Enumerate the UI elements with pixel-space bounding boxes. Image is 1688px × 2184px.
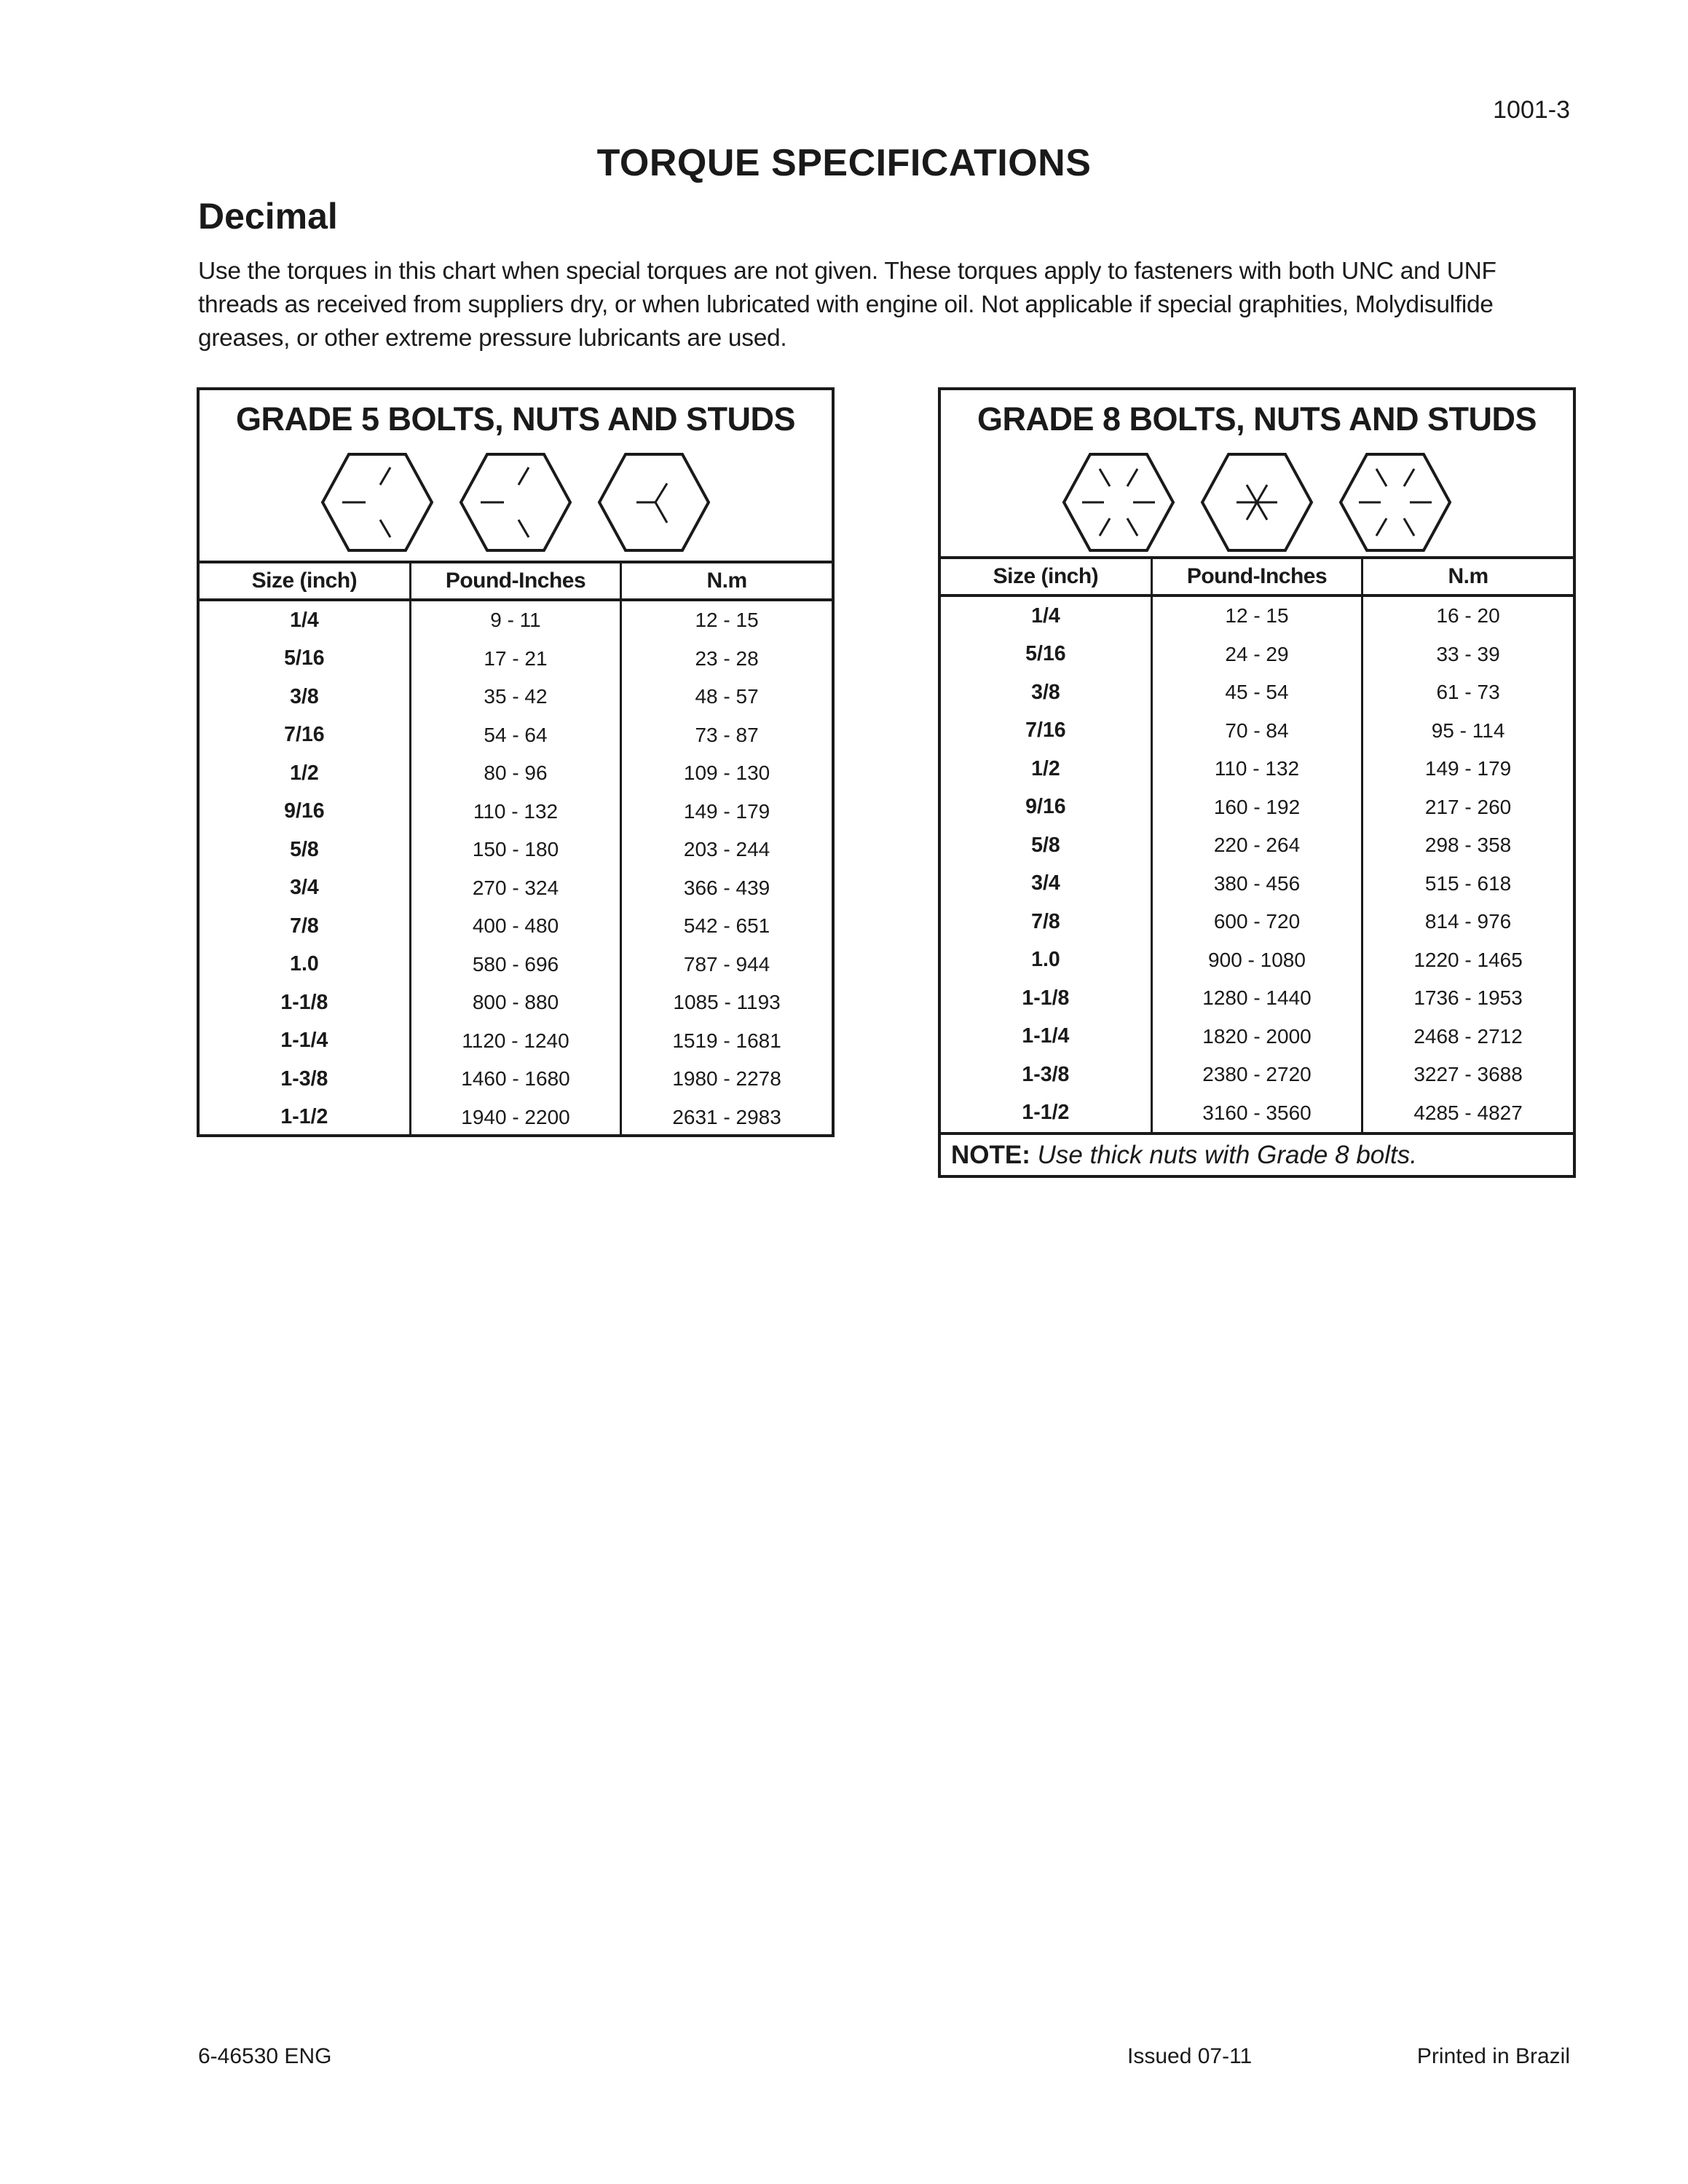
size-cell: 7/16 [1025, 719, 1066, 743]
section-heading: Decimal [198, 196, 338, 237]
size-cell: 1-1/2 [280, 1105, 328, 1129]
size-cell: 5/8 [1031, 833, 1060, 857]
nm-cell: 1736 - 1953 [1362, 979, 1573, 1018]
table-row [941, 596, 1573, 636]
pound-inches-cell: 1820 - 2000 [1151, 1018, 1362, 1056]
footer-doc-number: 6-46530 ENG [198, 2044, 332, 2068]
nm-cell: 1085 - 1193 [621, 984, 832, 1022]
table-row [200, 946, 832, 984]
nm-cell: 1519 - 1681 [621, 1022, 832, 1061]
table-row [941, 1056, 1573, 1094]
column-header-pound-inches: Pound-Inches [410, 563, 620, 600]
pound-inches-cell: 800 - 880 [410, 984, 620, 1022]
nm-cell: 48 - 57 [621, 678, 832, 716]
note-text: Use thick nuts with Grade 8 bolts. [1037, 1141, 1417, 1169]
note-cell [941, 1133, 1573, 1176]
table-header-row [941, 559, 1573, 596]
nm-cell: 2468 - 2712 [1362, 1018, 1573, 1056]
nm-cell: 298 - 358 [1362, 826, 1573, 865]
pound-inches-cell: 600 - 720 [1151, 903, 1362, 941]
size-cell: 1-1/8 [280, 990, 328, 1014]
grade5-head-markings [200, 451, 832, 553]
table-row [941, 865, 1573, 903]
pound-inches-cell: 400 - 480 [410, 907, 620, 946]
note-label: NOTE: [951, 1141, 1030, 1169]
column-header-size: Size (inch) [200, 563, 410, 600]
table-row [200, 907, 832, 946]
grade8-torque-table [941, 559, 1573, 1176]
pound-inches-cell: 270 - 324 [410, 869, 620, 908]
column-header-nm: N.m [621, 563, 832, 600]
table-row [200, 678, 832, 716]
table-row [941, 903, 1573, 941]
grade5-torque-panel [197, 387, 835, 1137]
grade8-hex-marking-icon [1338, 451, 1452, 553]
pound-inches-cell: 3160 - 3560 [1151, 1094, 1362, 1134]
pound-inches-cell: 1460 - 1680 [410, 1060, 620, 1099]
table-row [200, 1022, 832, 1061]
size-cell: 1/2 [290, 761, 319, 785]
pound-inches-cell: 1120 - 1240 [410, 1022, 620, 1061]
grade5-torque-table [200, 563, 832, 1136]
grade8-hex-marking-icon [1062, 451, 1175, 553]
grade5-panel-header [200, 390, 832, 563]
column-header-size: Size (inch) [941, 559, 1151, 596]
nm-cell: 787 - 944 [621, 946, 832, 984]
table-row [941, 941, 1573, 980]
size-cell: 1/2 [1031, 756, 1060, 780]
pound-inches-cell: 580 - 696 [410, 946, 620, 984]
footer-issued-date: Issued 07-11 [1127, 2044, 1253, 2068]
grade5-hex-marking-icon [597, 451, 711, 553]
grade5-hex-marking-icon [320, 451, 434, 553]
nm-cell: 61 - 73 [1362, 673, 1573, 712]
pound-inches-cell: 54 - 64 [410, 716, 620, 755]
grade8-hex-marking-icon [1200, 451, 1314, 553]
nm-cell: 2631 - 2983 [621, 1099, 832, 1137]
table-row [941, 750, 1573, 788]
size-cell: 1-1/4 [280, 1029, 328, 1053]
nm-cell: 149 - 179 [1362, 750, 1573, 788]
table-row [200, 754, 832, 793]
pound-inches-cell: 380 - 456 [1151, 865, 1362, 903]
size-cell: 1/4 [290, 608, 319, 632]
nm-cell: 542 - 651 [621, 907, 832, 946]
table-header-row [200, 563, 832, 600]
table-row [941, 673, 1573, 712]
note-row [941, 1133, 1573, 1176]
nm-cell: 1980 - 2278 [621, 1060, 832, 1099]
nm-cell: 366 - 439 [621, 869, 832, 908]
nm-cell: 1220 - 1465 [1362, 941, 1573, 980]
table-row [941, 826, 1573, 865]
pound-inches-cell: 1280 - 1440 [1151, 979, 1362, 1018]
nm-cell: 149 - 179 [621, 793, 832, 831]
size-cell: 1-1/8 [1022, 986, 1070, 1010]
size-cell: 1-3/8 [1022, 1062, 1070, 1086]
size-cell: 3/4 [1031, 871, 1060, 895]
size-cell: 9/16 [284, 799, 325, 823]
size-cell: 1-3/8 [280, 1067, 328, 1091]
size-cell: 5/16 [284, 646, 325, 670]
pound-inches-cell: 1940 - 2200 [410, 1099, 620, 1137]
pound-inches-cell: 80 - 96 [410, 754, 620, 793]
pound-inches-cell: 17 - 21 [410, 640, 620, 678]
nm-cell: 203 - 244 [621, 831, 832, 869]
column-header-pound-inches: Pound-Inches [1151, 559, 1362, 596]
intro-paragraph: Use the torques in this chart when special torques are not given. These torques apply to fasteners with both UNC and UNF threads as received from suppliers dry, or when lubricated with engine oil. Not applicable if special graphities, Molydisulfide greases, or other extreme pressure lubricants are used. [198, 258, 1496, 352]
page-title: TORQUE SPECIFICATIONS [596, 142, 1092, 184]
size-cell: 9/16 [1025, 795, 1066, 819]
grade8-panel-title: GRADE 8 BOLTS, NUTS AND STUDS [977, 400, 1537, 438]
size-cell: 1.0 [1031, 948, 1060, 972]
pound-inches-cell: 24 - 29 [1151, 636, 1362, 674]
table-row [200, 831, 832, 869]
nm-cell: 109 - 130 [621, 754, 832, 793]
size-cell: 1.0 [290, 952, 319, 976]
pound-inches-cell: 160 - 192 [1151, 788, 1362, 827]
grade8-panel-header [941, 390, 1573, 559]
nm-cell: 23 - 28 [621, 640, 832, 678]
grade8-head-markings [941, 451, 1573, 553]
size-cell: 3/8 [290, 684, 319, 708]
table-row [200, 869, 832, 908]
table-row [200, 1099, 832, 1137]
table-row [200, 716, 832, 755]
nm-cell: 814 - 976 [1362, 903, 1573, 941]
pound-inches-cell: 35 - 42 [410, 678, 620, 716]
size-cell: 3/8 [1031, 680, 1060, 704]
pound-inches-cell: 12 - 15 [1151, 596, 1362, 636]
table-row [941, 788, 1573, 827]
nm-cell: 73 - 87 [621, 716, 832, 755]
table-row [941, 1094, 1573, 1134]
grade5-panel-title: GRADE 5 BOLTS, NUTS AND STUDS [235, 400, 796, 438]
table-row [200, 984, 832, 1022]
table-row [941, 1018, 1573, 1056]
nm-cell: 4285 - 4827 [1362, 1094, 1573, 1134]
table-row [200, 1060, 832, 1099]
column-header-nm: N.m [1362, 559, 1573, 596]
nm-cell: 95 - 114 [1362, 712, 1573, 751]
size-cell: 5/16 [1025, 642, 1066, 666]
table-row [200, 640, 832, 678]
pound-inches-cell: 2380 - 2720 [1151, 1056, 1362, 1094]
nm-cell: 3227 - 3688 [1362, 1056, 1573, 1094]
nm-cell: 12 - 15 [621, 600, 832, 640]
size-cell: 7/8 [1031, 909, 1060, 933]
table-row [941, 636, 1573, 674]
page-number: 1001-3 [1493, 96, 1570, 124]
table-row [200, 600, 832, 640]
size-cell: 7/8 [290, 914, 319, 938]
nm-cell: 16 - 20 [1362, 596, 1573, 636]
pound-inches-cell: 900 - 1080 [1151, 941, 1362, 980]
pound-inches-cell: 110 - 132 [410, 793, 620, 831]
size-cell: 1-1/2 [1022, 1101, 1070, 1125]
grade8-torque-panel [938, 387, 1576, 1178]
grade5-hex-marking-icon [459, 451, 572, 553]
pound-inches-cell: 110 - 132 [1151, 750, 1362, 788]
pound-inches-cell: 70 - 84 [1151, 712, 1362, 751]
table-row [200, 793, 832, 831]
nm-cell: 515 - 618 [1362, 865, 1573, 903]
size-cell: 1/4 [1031, 604, 1060, 628]
size-cell: 1-1/4 [1022, 1024, 1070, 1048]
size-cell: 5/8 [290, 837, 319, 861]
table-row [941, 712, 1573, 751]
pound-inches-cell: 220 - 264 [1151, 826, 1362, 865]
pound-inches-cell: 9 - 11 [410, 600, 620, 640]
table-row [941, 979, 1573, 1018]
footer-printed-location: Printed in Brazil [1416, 2044, 1570, 2068]
pound-inches-cell: 45 - 54 [1151, 673, 1362, 712]
pound-inches-cell: 150 - 180 [410, 831, 620, 869]
size-cell: 3/4 [290, 876, 319, 900]
size-cell: 7/16 [284, 723, 325, 747]
nm-cell: 33 - 39 [1362, 636, 1573, 674]
nm-cell: 217 - 260 [1362, 788, 1573, 827]
